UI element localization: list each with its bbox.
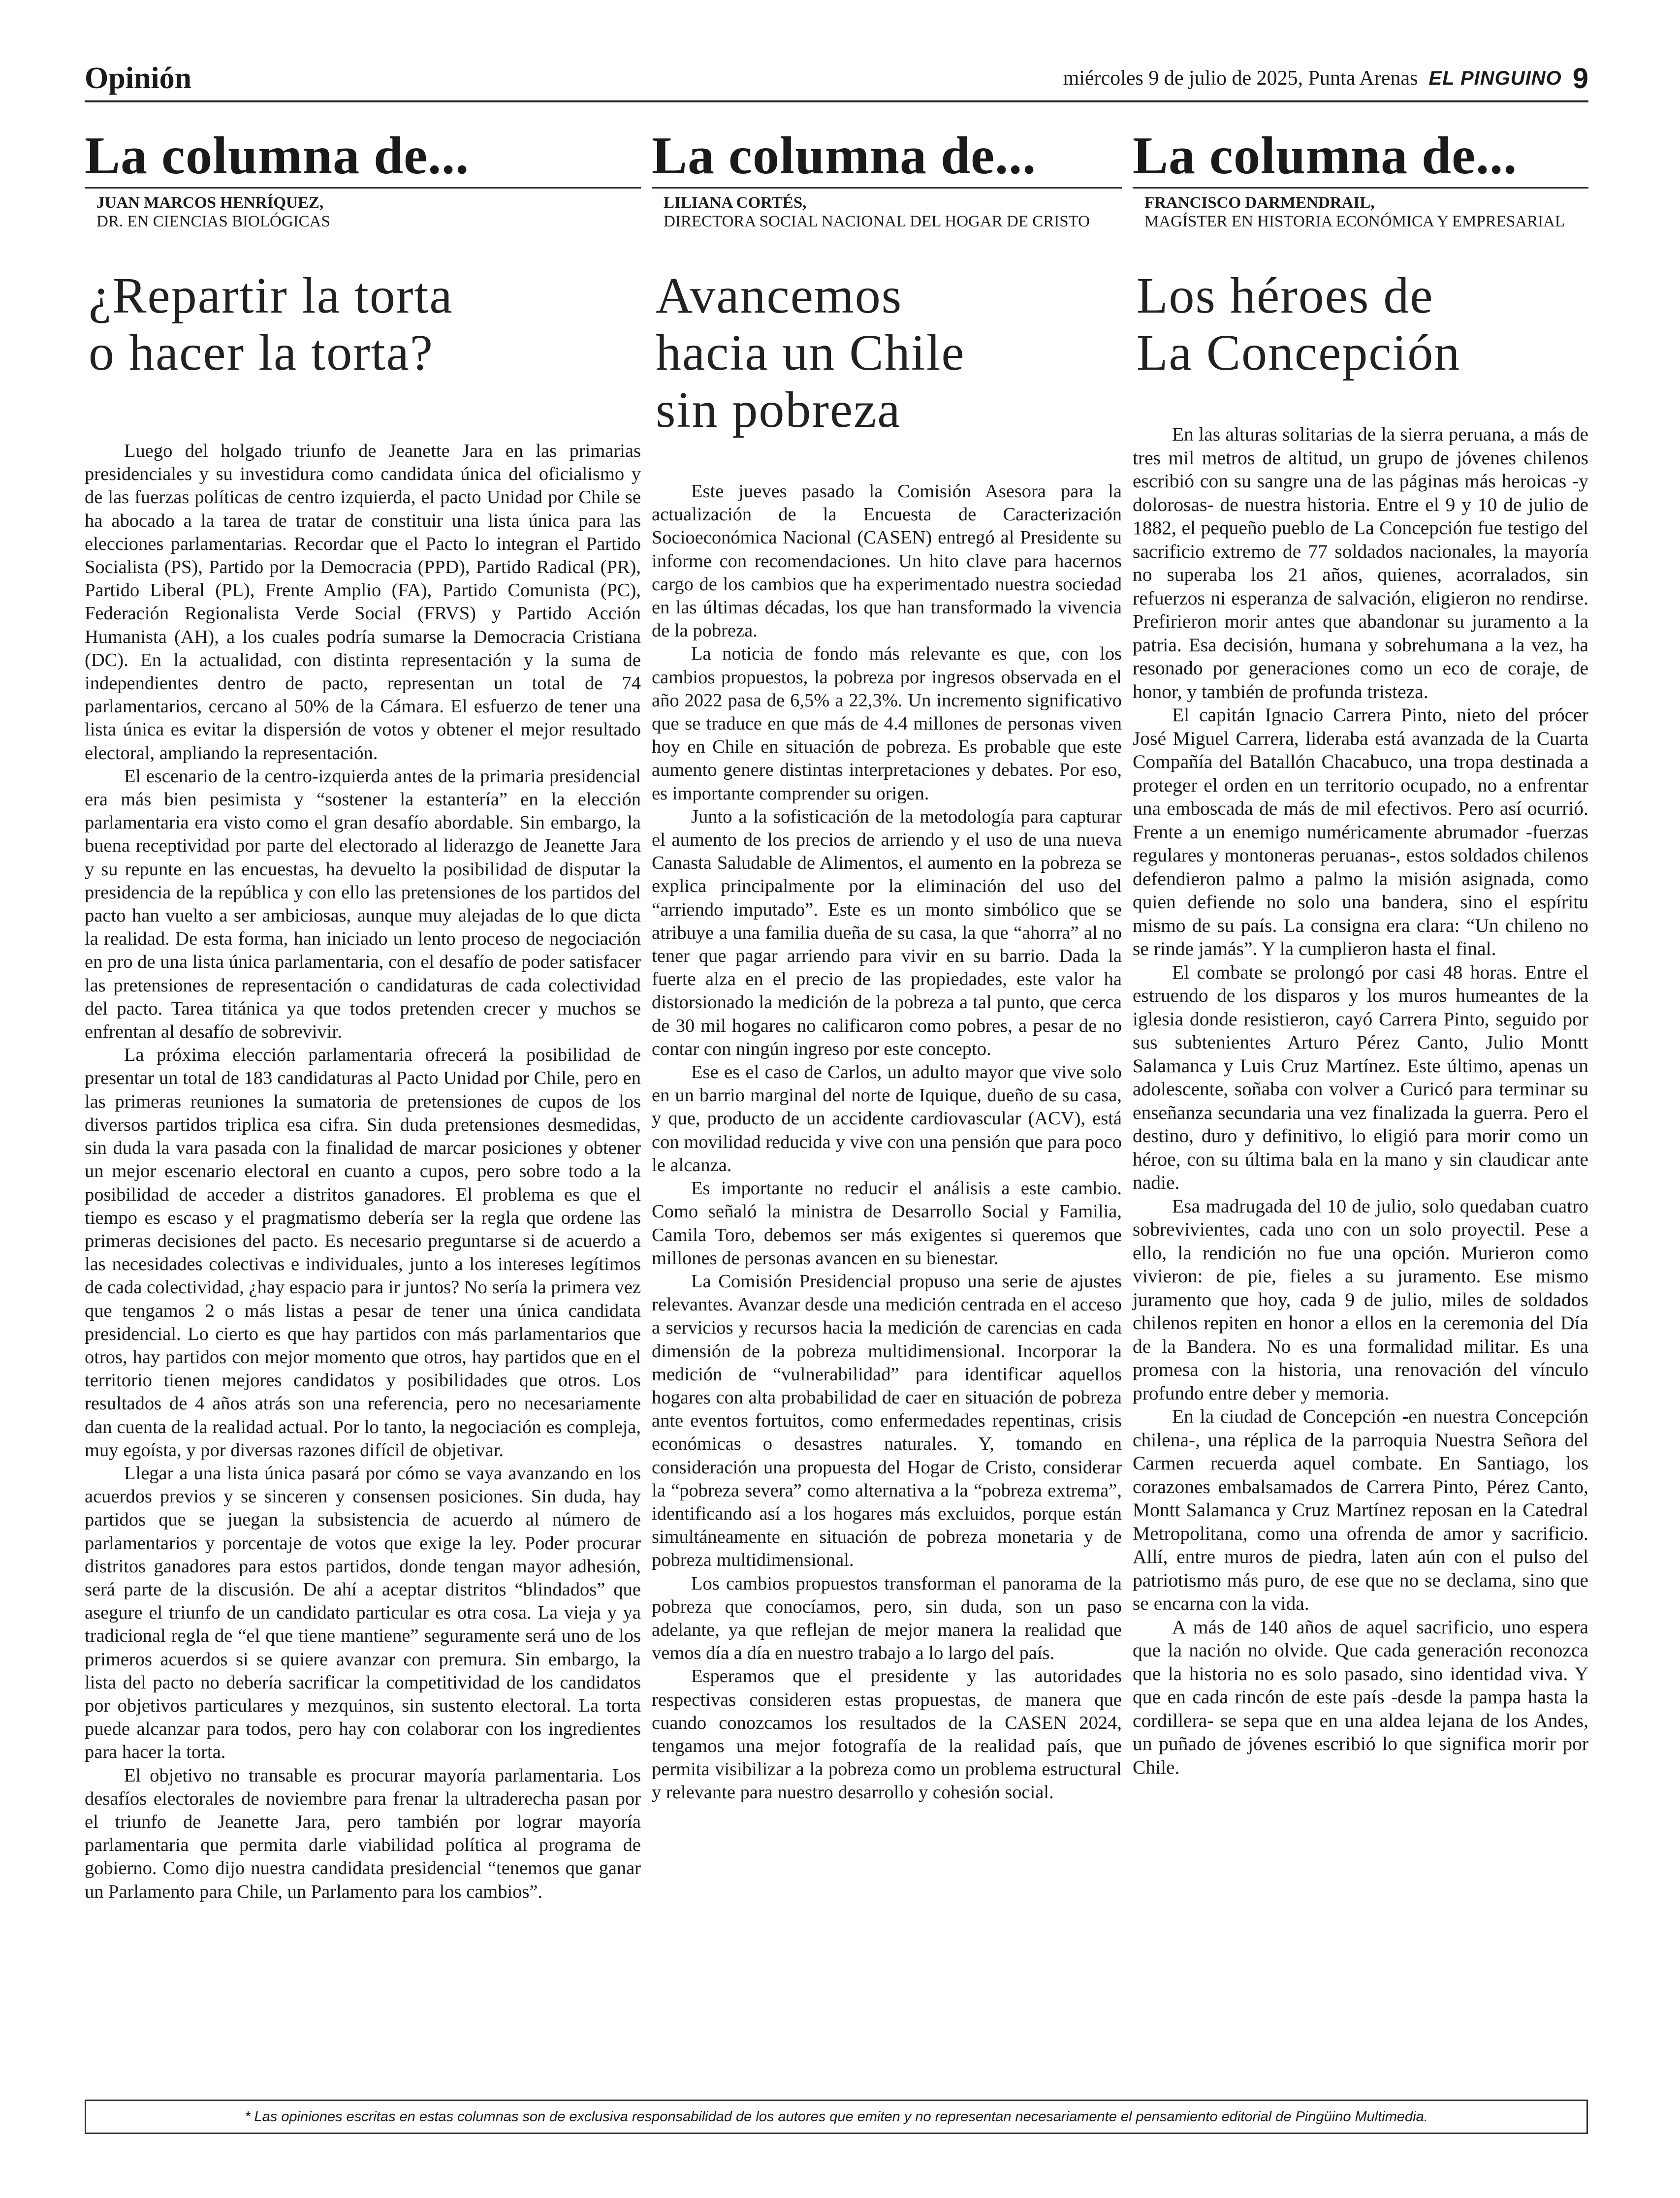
title-line: sin pobreza: [656, 382, 901, 438]
article-title: [656, 267, 1122, 439]
page-header: [85, 58, 1588, 102]
paragraph: Este jueves pasado la Comisión Asesora para la actualización de la Encuesta de Caracterización Socioeconómica Nacional (CASEN) entregó al Presidente su informe con recomendaciones. Un hito clave para hacernos cargo de los cambios que ha experimentado nuestra sociedad en las últimas décadas, los que han transformado la vivencia de la pobreza.: [652, 481, 1122, 641]
article-title: [1137, 267, 1588, 382]
column-1: [85, 127, 641, 1904]
column-3: [1133, 127, 1588, 1779]
title-line: Avancemos: [656, 267, 903, 324]
column-heading: La columna de...: [85, 127, 470, 185]
paragraph: Esperamos que el presidente y las autoridades respectivas consideren estas propuestas, de manera que cuando conozcamos los resultados de la CASEN 2024, tengamos una mejor fotografía de la realidad país, que permita visibilizar a la pobreza como un problema estructural y relevante para nuestro desarrollo y cohesión social.: [652, 1666, 1122, 1803]
paragraph: La Comisión Presidencial propuso una serie de ajustes relevantes. Avanzar desde una medición centrada en el acceso a servicios y recursos hacia la medición de carencias en cada dimensión de la pobreza multidimensional. Incorporar la medición de “vulnerabilidad” para identificar aquellos hogares con alta probabilidad de caer en situación de pobreza ante eventos fortuitos, como enfermedades repentinas, crisis económicas o desastres naturales. Y, tomando en consideración una propuesta del Hogar de Cristo, considerar la “pobreza severa” como alternativa a la “pobreza extrema”, identificando así a los hogares más excluidos, porque están simultáneamente en situación de pobreza monetaria y de pobreza multidimensional.: [652, 1271, 1122, 1571]
paragraph: Es importante no reducir el análisis a este cambio. Como señaló la ministra de Desarrollo Social y Familia, Camila Toro, debemos ser más exigentes si queremos que millones de personas avancen en su bienestar.: [652, 1178, 1122, 1269]
column-heading: La columna de...: [1133, 127, 1518, 185]
title-line: Los héroes de: [1137, 267, 1434, 324]
page-number: 9: [1572, 62, 1588, 95]
article-body: [85, 440, 641, 1904]
paragraph: El capitán Ignacio Carrera Pinto, nieto del prócer José Miguel Carrera, lideraba está avanzada de la Cuarta Compañía del Batallón Chacabuco, una tropa destinada a proteger el orden en un territorio ocupado, no a enfrentar una emboscada de más de mil efectivos. Pero así ocurrió. Frente a un enemigo numéricamente abrumador -fuerzas regulares y montoneras peruanas-, estos soldados chilenos defendieron palmo a palmo la misión asignada, como quien defiende no solo una bandera, sino el espíritu mismo de su país. La consigna era clara: “Un chileno no se rinde jamás”. Y la cumplieron hasta el final.: [1133, 704, 1588, 959]
paragraph: Ese es el caso de Carlos, un adulto mayor que vive solo en un barrio marginal del norte de Iquique, dueño de su casa, y que, producto de un accidente cardiovascular (ACV), está con movilidad reducida y vive con una pensión que para poco le alcanza.: [652, 1062, 1122, 1176]
title-line: hacia un Chile: [656, 324, 965, 381]
paragraph: Junto a la sofisticación de la metodología para capturar el aumento de los precios de arriendo y el uso de una nueva Canasta Saludable de Alimentos, el aumento en la pobreza se explica principalmente por la eliminación del uso del “arriendo imputado”. Este es un monto simbólico que se atribuye a una familia dueña de su casa, la que “ahorra” al no tener que pagar arriendo para vivir en su barrio. Dada la fuerte alza en el precio de las propiedades, este valor ha distorsionado la medición de la pobreza a tal punto, que cerca de 30 mil hogares no calificaron como pobres, a pesar de no contar con ningún ingreso por este concepto.: [652, 806, 1122, 1059]
header-right: [1063, 58, 1588, 98]
article-body: [652, 480, 1122, 1805]
paragraph: El escenario de la centro-izquierda antes de la primaria presidencial era más bien pesimista y “sostener la estantería” en la elección parlamentaria era visto como el gran desafío abordable. Sin embargo, la buena receptividad por parte del electorado al liderazgo de Jeanette Jara y su repunte en las encuestas, ha devuelto la posibilidad de disputar la presidencia de la república y con ello las pretensiones de los partidos del pacto han vuelto a ser ambiciosas, aunque muy alejadas de lo que dicta la realidad. De esta forma, han iniciado un lento proceso de negociación en pro de una lista única parlamentaria, con el desafío de poder satisfacer las pretensiones de representación o candidaturas de cada colectividad del pacto. Tarea titánica ya que todos pretenden crecer y muchos se enfrentan al desafío de sobrevivir.: [85, 765, 641, 1043]
column-rule: [85, 187, 641, 189]
paragraph: Los cambios propuestos transforman el panorama de la pobreza que conocíamos, pero, sin duda, son un paso adelante, ya que reflejan de mejor manera la realidad que vemos día a día en nuestro trabajo a lo largo del país.: [652, 1573, 1122, 1664]
disclaimer-text: * Las opiniones escritas en estas columnas son de exclusiva responsabilidad de los autores que emiten y no representan necesariamente el pensamiento editorial de Pingüino Multimedia.: [245, 2108, 1428, 2125]
author-name: JUAN MARCOS HENRÍQUEZ,: [96, 194, 324, 212]
article-title: [89, 267, 641, 382]
paragraph: El objetivo no transable es procurar mayoría parlamentaria. Los desafíos electorales de noviembre para frenar la ultraderecha pasan por el triunfo de Jeanette Jara, pero también por lograr mayoría parlamentaria que permita darle viabilidad política al programa de gobierno. Como dijo nuestra candidata presidencial “tenemos que ganar un Parlamento para Chile, un Parlamento para los cambios”.: [85, 1765, 641, 1902]
title-line: o hacer la torta?: [89, 324, 434, 381]
author-block: [85, 193, 641, 231]
masthead-logo: EL PINGUINO: [1428, 67, 1562, 89]
paragraph: A más de 140 años de aquel sacrificio, uno espera que la nación no olvide. Que cada generación reconozca que la historia no es solo pasado, sino identidad viva. Y que en cada rincón de este país -desde la pampa hasta la cordillera- se sepa que en una aldea lejana de los Andes, un puñado de jóvenes escribió lo que significa morir por Chile.: [1133, 1616, 1588, 1778]
section-label: Opinión: [85, 62, 192, 95]
column-rule: [1133, 187, 1588, 189]
paragraph: La noticia de fondo más relevante es que, con los cambios propuestos, la pobreza por ingresos observada en el año 2022 pasa de 6,5% a 22,3%. Un incremento significativo que se traduce en que más de 4.4 millones de personas viven hoy en Chile en situación de pobreza. Es probable que este aumento genere distintas interpretaciones y debates. Por eso, es importante comprender su origen.: [652, 643, 1122, 804]
author-block: [652, 193, 1122, 231]
paragraph: Esa madrugada del 10 de julio, solo quedaban cuatro sobrevivientes, cada uno con un solo proyectil. Pese a ello, la rendición no fue una opción. Murieron como vivieron: de pie, fieles a su juramento. Ese mismo juramento que hoy, cada 9 de julio, miles de soldados chilenos repiten en honor a ellos en la ceremonia del Día de la Bandera. No es una formalidad militar. Es una promesa con la historia, una renovación del vínculo profundo entre deber y memoria.: [1133, 1195, 1588, 1404]
title-line: La Concepción: [1137, 324, 1461, 381]
paragraph: Llegar a una lista única pasará por cómo se vaya avanzando en los acuerdos previos y se sinceren y consensen posiciones. Sin duda, hay partidos que se juegan la subsistencia de acuerdo al número de parlamentarios y porcentaje de votos que exige la ley. Poder procurar distritos ganadores para estos partidos, donde tengan mayor adhesión, será parte de la discusión. De ahí a aceptar distritos “blindados” que asegure el triunfo de un candidato particular es otra cosa. La vieja y ya tradicional regla de “el que tiene mantiene” seguramente será uno de los primeros acuerdos si se quiere avanzar con premura. Sin embargo, la lista del pacto no debería sacrificar la competitividad de los candidatos por objetivos particulares y mezquinos, sin sustento electoral. La torta puede alcanzar para todos, pero hay con colaborar con los ingredientes para hacer la torta.: [85, 1463, 641, 1763]
author-name: FRANCISCO DARMENDRAIL,: [1144, 194, 1375, 212]
date-line: miércoles 9 de julio de 2025, Punta Arenas: [1063, 67, 1418, 90]
column-rule: [652, 187, 1122, 189]
paragraph: Luego del holgado triunfo de Jeanette Jara en las primarias presidenciales y su investidura como candidata única del oficialismo y de las fuerzas políticas de centro izquierda, el pacto Unidad por Chile se ha abocado a la tarea de tratar de constituir una lista única para las elecciones parlamentarias. Recordar que el Pacto lo integran el Partido Socialista (PS), Partido por la Democracia (PPD), Partido Radical (PR), Partido Liberal (PL), Frente Amplio (FA), Partido Comunista (PC), Federación Regionalista Verde Social (FRVS) y Partido Acción Humanista (AH), a los cuales podría sumarse la Democracia Cristiana (DC). En la actualidad, con distinta representación y la suma de independientes dentro de pacto, representan un total de 74 parlamentarios, cercano al 50% de la Cámara. El esfuerzo de tener una lista única es evitar la dispersión de votos y obtener el mejor resultado electoral, ampliando la representación.: [85, 441, 641, 764]
article-body: [1133, 423, 1588, 1779]
author-role: MAGÍSTER EN HISTORIA ECONÓMICA Y EMPRESARIAL: [1144, 213, 1565, 230]
paragraph: En la ciudad de Concepción -en nuestra Concepción chilena-, una réplica de la parroquia Nuestra Señora del Carmen recuerda aquel combate. En Santiago, los corazones embalsamados de Carrera Pinto, Pérez Canto, Montt Salamanca y Cruz Martínez reposan en la Catedral Metropolitana, como una ofrenda de amor y sacrificio. Allí, entre muros de piedra, laten aún con el pulso del patriotismo más puro, de ese que no se declama, sino que se encarna con la vida.: [1133, 1405, 1588, 1614]
author-role: DIRECTORA SOCIAL NACIONAL DEL HOGAR DE CRISTO: [664, 213, 1090, 230]
paragraph: La próxima elección parlamentaria ofrecerá la posibilidad de presentar un total de 183 candidaturas al Pacto Unidad por Chile, pero en las primeras reuniones la sumatoria de pretensiones de cupos de los diversos partidos triplica esa cifra. Sin duda pretensiones desmedidas, sin duda la vara pasada con la finalidad de marcar posiciones y obtener un mejor escenario electoral en cuanto a cupos, pero sobre todo a la posibilidad de acceder a distritos ganadores. El problema es que el tiempo es escaso y el pragmatismo debería ser la regla que ordene las primeras decisiones del pacto. Es necesario preguntarse si de acuerdo a las necesidades colectivas e individuales, junto a los intereses legítimos de cada colectividad, ¿hay espacio para ir juntos? No sería la primera vez que tengamos 2 o más listas a pesar de tener una única candidata presidencial. Lo cierto es que hay partidos con más parlamentarios que otros, hay partidos con mejor momento que otros, hay partidos que en el territorio tienen mejores candidatos y posibilidades que otros. Los resultados de 4 años atrás son una referencia, pero no necesariamente dan cuenta de la realidad actual. Por lo tanto, la negociación es compleja, muy egoísta, y por diversas razones difícil de objetivar.: [85, 1045, 641, 1461]
author-block: [1133, 193, 1588, 231]
author-name: LILIANA CORTÉS,: [664, 194, 807, 212]
paragraph: En las alturas solitarias de la sierra peruana, a más de tres mil metros de altitud, un grupo de jóvenes chilenos escribió con su sangre una de las páginas más heroicas -y dolorosas- de nuestra historia. Entre el 9 y 10 de julio de 1882, el pequeño pueblo de La Concepción fue testigo del sacrificio extremo de 77 soldados nacionales, la mayoría no superaba los 21 años, quienes, acorralados, sin refuerzos ni esperanza de salvación, eligieron no rendirse. Prefirieron morir antes que abandonar su juramento a la patria. Esa decisión, humana y sobrehumana a la vez, ha resonado por generaciones como un eco de coraje, de honor, y también de profunda tristeza.: [1133, 423, 1588, 702]
column-heading: La columna de...: [652, 127, 1037, 185]
column-2: [652, 127, 1122, 1805]
author-role: DR. EN CIENCIAS BIOLÓGICAS: [96, 213, 330, 230]
disclaimer-box: [85, 2100, 1588, 2134]
title-line: ¿Repartir la torta: [89, 267, 453, 324]
paragraph: El combate se prolongó por casi 48 horas. Entre el estruendo de los disparos y los muros humeantes de la iglesia donde resistieron, cayó Carrera Pinto, seguido por sus subtenientes Arturo Pérez Canto, Julio Montt Salamanca y Luis Cruz Martínez. Este último, apenas un adolescente, soñaba con volver a Curicó para terminar su enseñanza secundaria una vez finalizada la guerra. Pero el destino, duro y definitivo, lo eligió para morir como un héroe, con su última bala en la mano y sin claudicar ante nadie.: [1133, 961, 1588, 1193]
